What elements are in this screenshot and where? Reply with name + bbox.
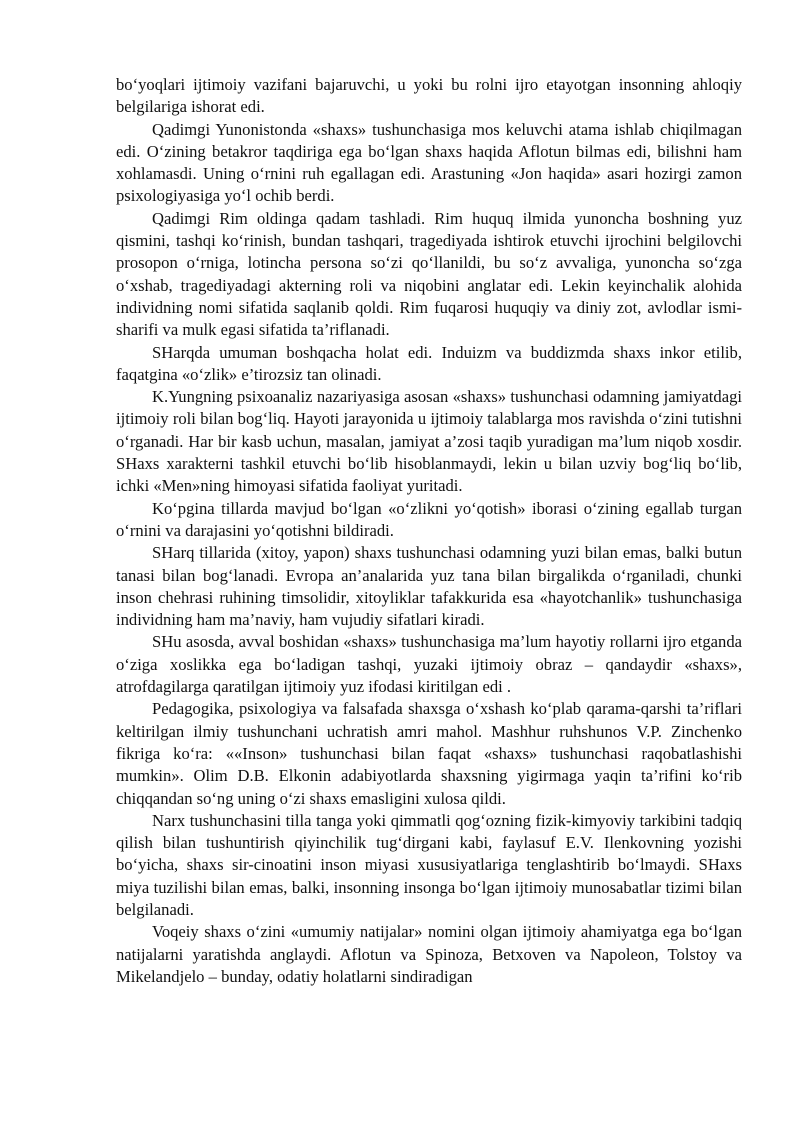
paragraph: bo‘yoqlari ijtimoiy vazifani bajaruvchi, u yoki bu rolni ijro etayotgan insonning ahloqiy belgilariga ishorat edi. (116, 75, 742, 117)
paragraph: SHarqda umuman boshqacha holat edi. Induizm va buddizmda shaxs inkor etilib, faqatgina «o‘zlik» e’tirozsiz tan olinadi. (116, 342, 742, 384)
paragraph: Voqeiy shaxs o‘zini «umumiy natijalar» nomini olgan ijtimoiy ahamiyatga ega bo‘lgan natijalarni yaratishda anglaydi. Aflotun va Spinoza, Betxoven va Napoleon, Tolstoy va Mikelandjelo – bunday, odatiy holatlarni sindiradigan (116, 922, 742, 986)
document-page (116, 74, 742, 988)
paragraph: K.Yungning psixoanaliz nazariyasiga asosan «shaxs» tushunchasi odamning jamiyatdagi ijtimoiy roli bilan bog‘liq. Hayoti jarayonida u ijtimoiy talablarga mos ravishda o‘zini tutishni o‘rganadi. Har bir kasb uchun, masalan, jamiyat a’zosi taqib yuradigan ma’lum niqob xosdir. SHaxs xarakterni tashkil etuvchi bo‘lib hisoblanmaydi, lekin u bilan uzviy bog‘liq bo‘lib, ichki «Men»ning himoyasi sifatida faoliyat yuritadi. (116, 387, 742, 496)
paragraph: SHu asosda, avval boshidan «shaxs» tushunchasiga ma’lum hayotiy rollarni ijro etganda o‘ziga xoslikka ega bo‘ladigan tashqi, yuzaki ijtimoiy obraz – qandaydir «shaxs», atrofdagilarga qaratilgan ijtimoiy yuz ifodasi kiritilgan edi . (116, 632, 742, 697)
paragraph: Narx tushunchasini tilla tanga yoki qimmatli qog‘ozning fizik-kimyoviy tarkibini tadqiq qilish bilan tushuntirish qiyinchilik tug‘dirgani kabi, faylasuf E.V. Ilenkovning yozishi bo‘yicha, shaxs sir-cinoatini inson miyasi xususiyatlariga tenglashtirib bo‘lmaydi. SHaxs miya tuzilishi bilan emas, balki, insonning insonga bo‘lgan ijtimoiy munosabatlar tizimi bilan belgilanadi. (116, 810, 742, 919)
paragraph: SHarq tillarida (xitoy, yapon) shaxs tushunchasi odamning yuzi bilan emas, balki butun tanasi bilan bog‘lanadi. Evropa an’analarida yuz tana bilan birgalikda o‘rganiladi, chunki inson chehrasi ruhining timsolidir, xitoyliklar tafakkurida esa «hayotchanlik» tushunchasiga individning ham ma’naviy, ham vujudiy sifatlari kiradi. (116, 543, 742, 630)
paragraph: Ko‘pgina tillarda mavjud bo‘lgan «o‘zlikni yo‘qotish» iborasi o‘zining egallab turgan o‘rnini va darajasini yo‘qotishni bildiradi. (116, 498, 742, 540)
paragraph: Qadimgi Rim oldinga qadam tashladi. Rim huquq ilmida yunoncha boshning yuz qismini, tashqi ko‘rinish, bundan tashqari, tragediyada ishtirok etuvchi ijrochini belgilovchi prosopon o‘rniga, lotincha persona so‘zi qo‘llanildi, bu so‘z avvaliga, yunoncha so‘zga o‘xshab, tragediyadagi akterning roli va niqobini anglatar edi. Lekin keyinchalik alohida individning nomi sifatida saqlanib qoldi. Rim fuqarosi huquqiy va diniy zot, avlodlar ismi-sharifi va mulk egasi sifatida ta’riflanadi. (116, 208, 742, 340)
paragraph: Qadimgi Yunonistonda «shaxs» tushunchasiga mos keluvchi atama ishlab chiqilmagan edi. O‘zining betakror taqdiriga ega bo‘lgan shaxs haqida Aflotun bilmas edi, bilishni ham xohlamasdi. Uning o‘rnini ruh egallagan edi. Arastuning «Jon haqida» asari hozirgi zamon psixologiyasiga yo‘l ochib berdi. (116, 119, 742, 206)
paragraph: Pedagogika, psixologiya va falsafada shaxsga o‘xshash ko‘plab qarama-qarshi ta’riflari keltirilgan ilmiy tushunchani uchratish amri mahol. Mashhur ruhshunos V.P. Zinchenko fikriga ko‘ra: ««Inson» tushunchasi bilan faqat «shaxs» tushunchasi raqobatlashishi mumkin». Olim D.B. Elkonin adabiyotlarda shaxsning yigirmaga yaqin ta’rifini ko‘rib chiqqandan so‘ng uning o‘zi shaxs emasligini xulosa qildi. (116, 699, 742, 808)
